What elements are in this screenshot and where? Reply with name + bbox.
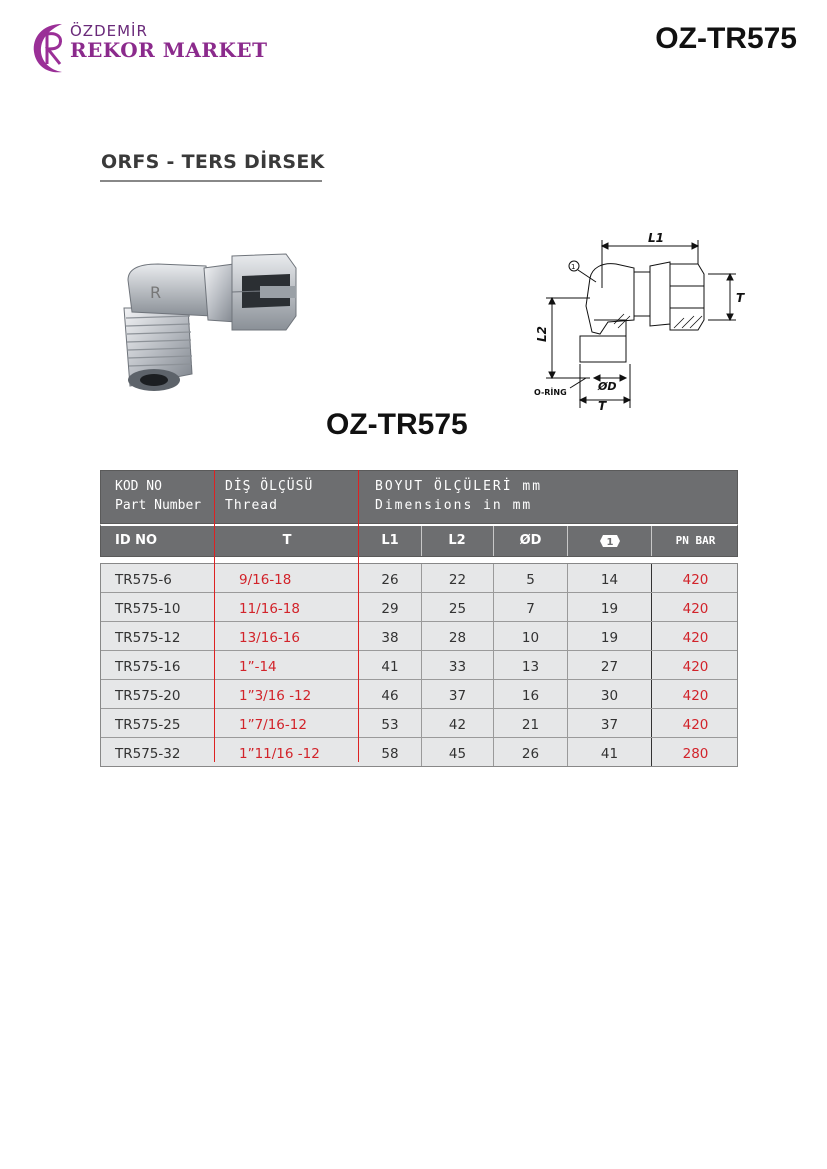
cell-pn: 420 (682, 659, 709, 675)
cell-l2: 28 (448, 630, 467, 646)
col-l1: L1 (381, 533, 399, 548)
dimensions-table (100, 470, 738, 767)
cell-hex: 41 (600, 746, 619, 762)
section-title: ORFS - TERS DİRSEK (101, 151, 325, 173)
drawing-label-l1: L1 (648, 231, 664, 245)
section-underline (100, 180, 322, 182)
header-dis-line2: Thread (225, 498, 278, 513)
cell-od: 26 (521, 746, 540, 762)
col-pn-bar: PN BAR (675, 534, 716, 547)
brand-logo (28, 18, 268, 78)
cell-l1: 26 (381, 572, 399, 588)
hex-size-label: 1 (606, 536, 613, 548)
cell-l1: 46 (381, 688, 399, 704)
table-header-primary (100, 470, 738, 524)
cell-hex: 19 (600, 601, 619, 617)
col-id-no: ID NO (115, 533, 158, 548)
cell-od: 5 (526, 572, 535, 588)
drawing-callout-1: 1 (571, 263, 576, 271)
cell-id: TR575-16 (115, 659, 181, 675)
cell-l2: 22 (448, 572, 467, 588)
table-row (101, 564, 737, 593)
cell-thread: 11/16-18 (239, 601, 300, 617)
cell-hex: 19 (600, 630, 619, 646)
header-boyut (375, 477, 542, 515)
table-row (101, 738, 737, 766)
cell-thread: 9/16-18 (239, 572, 292, 588)
cell-id: TR575-25 (115, 717, 181, 733)
cell-id: TR575-20 (115, 688, 181, 704)
cell-thread: 13/16-16 (239, 630, 300, 646)
cell-od: 16 (521, 688, 540, 704)
cell-id: TR575-10 (115, 601, 181, 617)
drawing-label-l2: L2 (535, 326, 549, 342)
cell-l2: 37 (448, 688, 467, 704)
col-hex (568, 526, 651, 556)
table-row (101, 593, 737, 622)
cell-l2: 45 (448, 746, 467, 762)
drawing-label-t-right: T (736, 291, 745, 305)
svg-text:R: R (150, 283, 162, 302)
cell-hex: 30 (600, 688, 619, 704)
cell-thread: 1”11/16 -12 (239, 746, 320, 762)
cell-od: 13 (521, 659, 540, 675)
cell-l1: 29 (381, 601, 399, 617)
drawing-label-t-bottom: T (598, 399, 607, 413)
cell-od: 10 (521, 630, 540, 646)
cell-id: TR575-6 (115, 572, 172, 588)
drawing-label-od: ØD (598, 380, 617, 393)
cell-pn: 420 (682, 601, 709, 617)
cell-l1: 53 (381, 717, 399, 733)
table-row (101, 709, 737, 738)
header-boyut-line2: Dimensions in mm (375, 498, 533, 513)
cell-pn: 420 (682, 717, 709, 733)
cell-id: TR575-32 (115, 746, 181, 762)
cell-l1: 41 (381, 659, 399, 675)
cell-hex: 37 (600, 717, 619, 733)
cell-l2: 25 (448, 601, 467, 617)
cell-pn: 280 (682, 746, 709, 762)
col-l2: L2 (448, 533, 466, 548)
logo-main-text: REKOR MARKET (70, 38, 268, 62)
cell-l2: 33 (448, 659, 467, 675)
cell-l2: 42 (448, 717, 467, 733)
table-row (101, 651, 737, 680)
cell-pn: 420 (682, 688, 709, 704)
table-row (101, 680, 737, 709)
cell-thread: 1”7/16-12 (239, 717, 307, 733)
hex-size-icon (599, 534, 621, 548)
logo-mark-icon (28, 20, 76, 76)
table-row (101, 622, 737, 651)
table-body (100, 563, 738, 767)
product-code-header: OZ-TR575 (655, 22, 797, 55)
header-kod-line1: KOD NO (115, 479, 162, 494)
table-header-columns (100, 524, 738, 557)
col-od: ØD (519, 533, 542, 548)
cell-hex: 27 (600, 659, 619, 675)
cell-l1: 58 (381, 746, 399, 762)
product-code: OZ-TR575 (326, 408, 468, 441)
thread-column-divider-left (214, 470, 215, 762)
header-kod-line2: Part Number (115, 498, 202, 513)
drawing-label-oring: O-RİNG (534, 388, 567, 397)
cell-pn: 420 (682, 572, 709, 588)
col-t: T (282, 533, 292, 548)
technical-drawing (530, 228, 750, 413)
logo-top-text: ÖZDEMİR (70, 22, 148, 40)
cell-thread: 1”3/16 -12 (239, 688, 312, 704)
product-photo (110, 246, 310, 402)
cell-pn: 420 (682, 630, 709, 646)
header-dis (225, 477, 313, 515)
header-dis-line1: DİŞ ÖLÇÜSÜ (225, 479, 314, 494)
cell-hex: 14 (600, 572, 619, 588)
header-kod (115, 477, 201, 515)
cell-od: 7 (526, 601, 535, 617)
thread-column-divider-right (358, 470, 359, 762)
cell-id: TR575-12 (115, 630, 181, 646)
cell-od: 21 (521, 717, 540, 733)
header-boyut-line1: BOYUT ÖLÇÜLERİ mm (375, 479, 543, 494)
cell-thread: 1”-14 (239, 659, 277, 675)
cell-l1: 38 (381, 630, 399, 646)
